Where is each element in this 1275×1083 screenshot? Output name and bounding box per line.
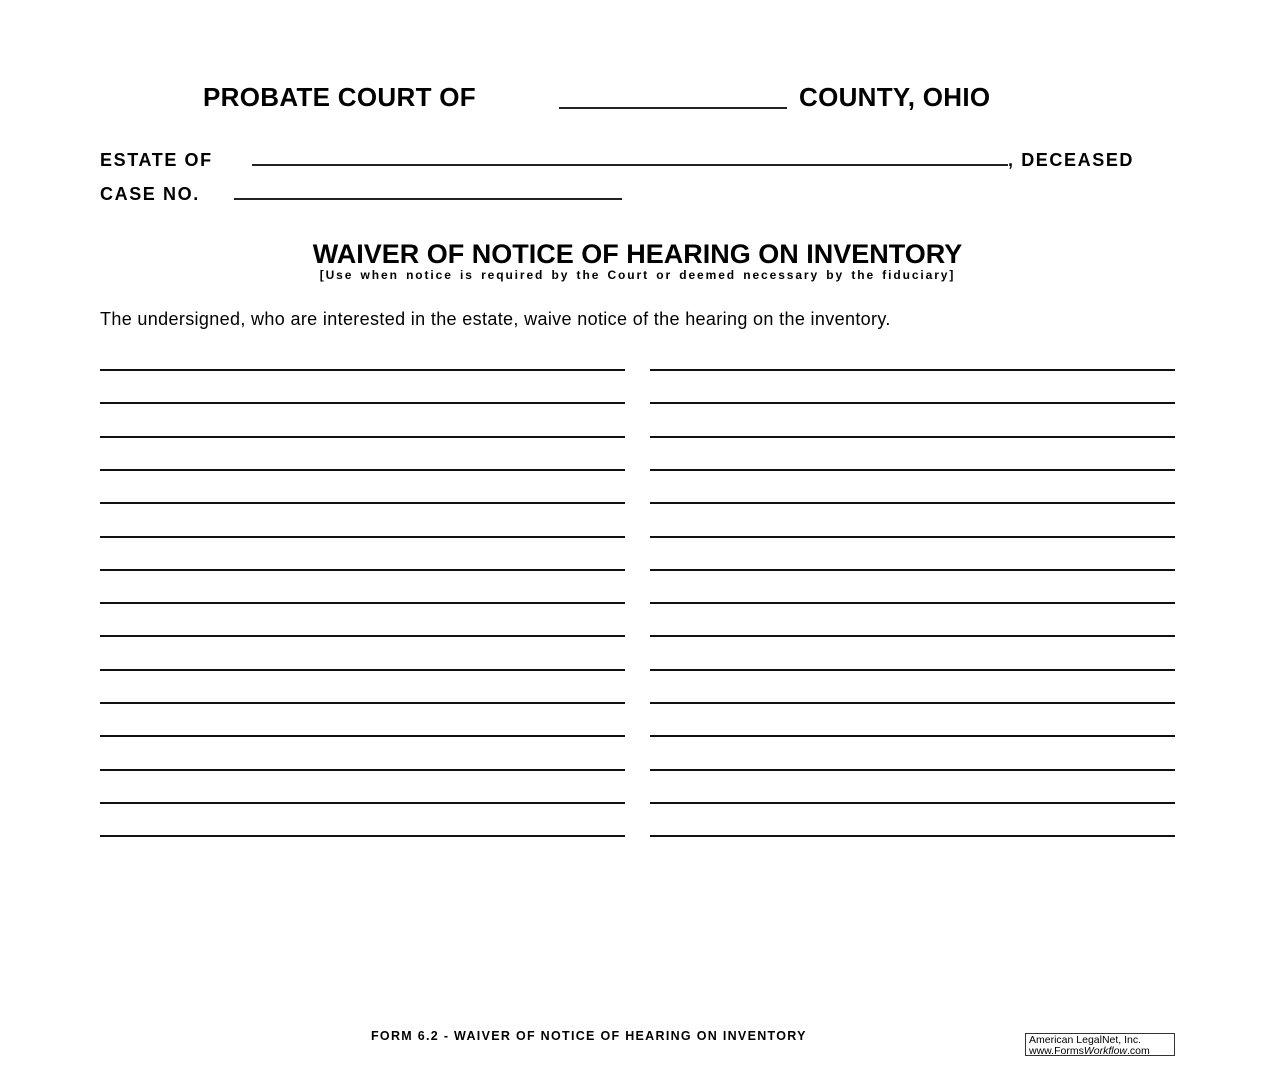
publisher-url — [1029, 1046, 1174, 1057]
signature-line-right[interactable] — [650, 436, 1175, 438]
form-title: WAIVER OF NOTICE OF HEARING ON INVENTORY — [312, 239, 963, 269]
signature-line-left[interactable] — [100, 369, 625, 371]
signature-line-left[interactable] — [100, 536, 625, 538]
signature-line-right[interactable] — [650, 369, 1175, 371]
signature-line-left[interactable] — [100, 802, 625, 804]
signature-line-right[interactable] — [650, 769, 1175, 771]
signature-line-right[interactable] — [650, 802, 1175, 804]
signature-line-right[interactable] — [650, 469, 1175, 471]
signature-line-left[interactable] — [100, 835, 625, 837]
publisher-url-italic: Workflow — [1083, 1044, 1128, 1057]
form-subtitle: [Use when notice is required by the Court or deemed necessary by the fiduciary] — [319, 268, 956, 282]
signature-line-right[interactable] — [650, 735, 1175, 737]
court-title-suffix: COUNTY, OHIO — [799, 82, 991, 112]
publisher-url-suffix: .com — [1127, 1044, 1150, 1057]
signature-line-left[interactable] — [100, 635, 625, 637]
signature-line-right[interactable] — [650, 835, 1175, 837]
case-number-field[interactable] — [234, 198, 622, 200]
signature-line-left[interactable] — [100, 702, 625, 704]
signature-line-right[interactable] — [650, 536, 1175, 538]
court-title-prefix: PROBATE COURT OF — [203, 82, 476, 112]
signature-line-left[interactable] — [100, 569, 625, 571]
signature-line-left[interactable] — [100, 602, 625, 604]
signature-line-left[interactable] — [100, 769, 625, 771]
footer-form-label: FORM 6.2 - WAIVER OF NOTICE OF HEARING ON INVENTORY — [371, 1029, 807, 1043]
signature-line-right[interactable] — [650, 669, 1175, 671]
signature-line-left[interactable] — [100, 735, 625, 737]
signature-line-left[interactable] — [100, 469, 625, 471]
publisher-name: American LegalNet, Inc. — [1029, 1034, 1142, 1046]
signature-line-right[interactable] — [650, 702, 1175, 704]
signature-line-right[interactable] — [650, 402, 1175, 404]
signature-line-right[interactable] — [650, 602, 1175, 604]
signature-line-left[interactable] — [100, 402, 625, 404]
signature-line-right[interactable] — [650, 502, 1175, 504]
waiver-statement: The undersigned, who are interested in the estate, waive notice of the hearing on the inventory. — [100, 309, 891, 329]
signature-line-left[interactable] — [100, 436, 625, 438]
estate-of-label: ESTATE OF — [100, 150, 213, 170]
signature-line-right[interactable] — [650, 635, 1175, 637]
signature-line-right[interactable] — [650, 569, 1175, 571]
signature-line-left[interactable] — [100, 669, 625, 671]
county-name-field[interactable] — [559, 107, 787, 109]
deceased-label: , DECEASED — [1008, 150, 1135, 170]
signature-line-left[interactable] — [100, 502, 625, 504]
publisher-url-prefix: www.Forms — [1029, 1044, 1084, 1057]
case-no-label: CASE NO. — [100, 184, 200, 204]
estate-name-field[interactable] — [252, 164, 1008, 166]
publisher-box — [1025, 1033, 1175, 1056]
